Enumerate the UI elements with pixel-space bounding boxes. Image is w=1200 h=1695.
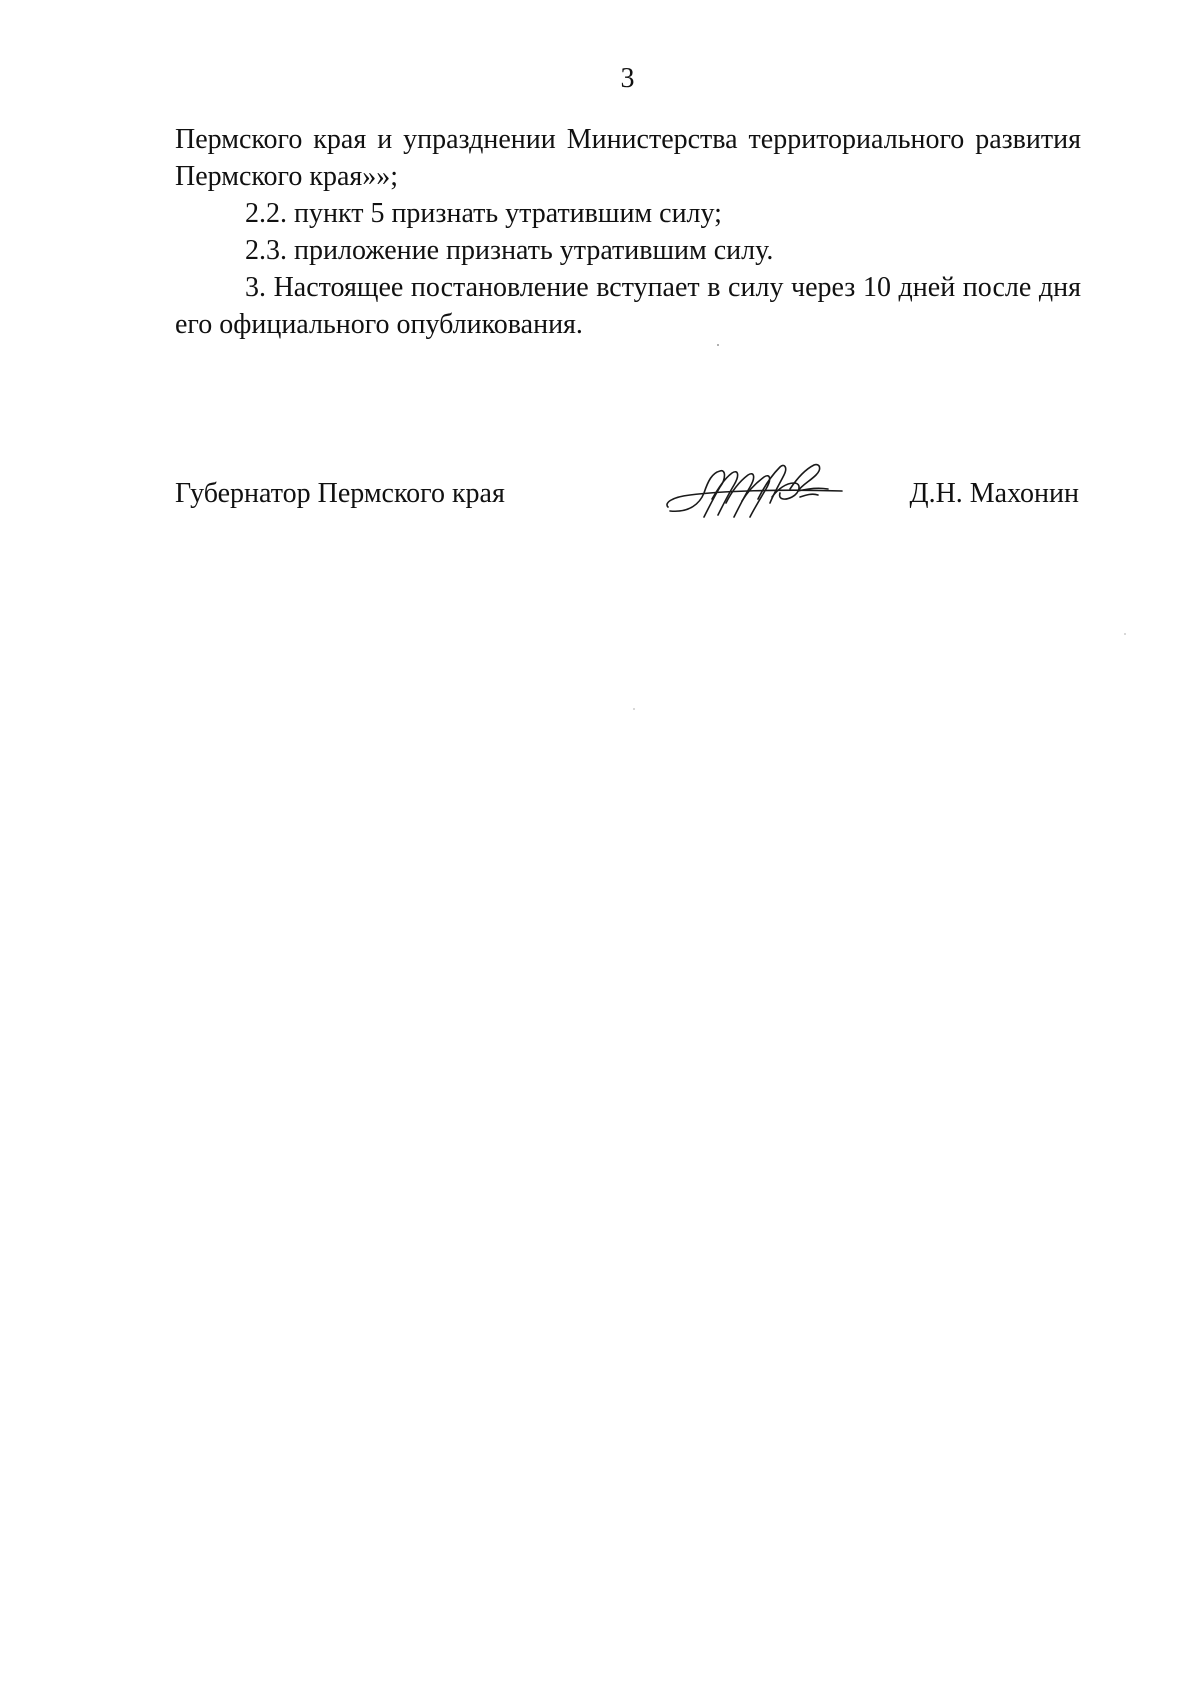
paragraph-line: Пермского края»»; — [175, 161, 399, 192]
document-body — [175, 121, 1081, 343]
paragraph-line: его официального опубликования. — [175, 309, 583, 340]
signatory-name: Д.Н. Махонин — [909, 478, 1079, 509]
handwritten-signature — [660, 453, 850, 525]
paragraph-line: Пермского края и упразднении Министерства территориального развития — [175, 124, 1081, 155]
signature-block — [175, 475, 1081, 525]
page-number: 3 — [620, 63, 635, 94]
paragraph-item-3 — [175, 269, 1081, 343]
scan-speck — [1124, 633, 1126, 635]
paragraph-continuation — [175, 121, 1081, 195]
paragraph-item-2-3: 2.3. приложение признать утратившим силу. — [245, 235, 774, 266]
scan-speck — [633, 708, 635, 710]
paragraph-line: 3. Настоящее постановление вступает в силу через 10 дней после дня — [245, 272, 1081, 303]
paragraph-item-2-2: 2.2. пункт 5 признать утратившим силу; — [245, 198, 722, 229]
signatory-position: Губернатор Пермского края — [175, 478, 505, 509]
scan-speck — [717, 344, 719, 346]
